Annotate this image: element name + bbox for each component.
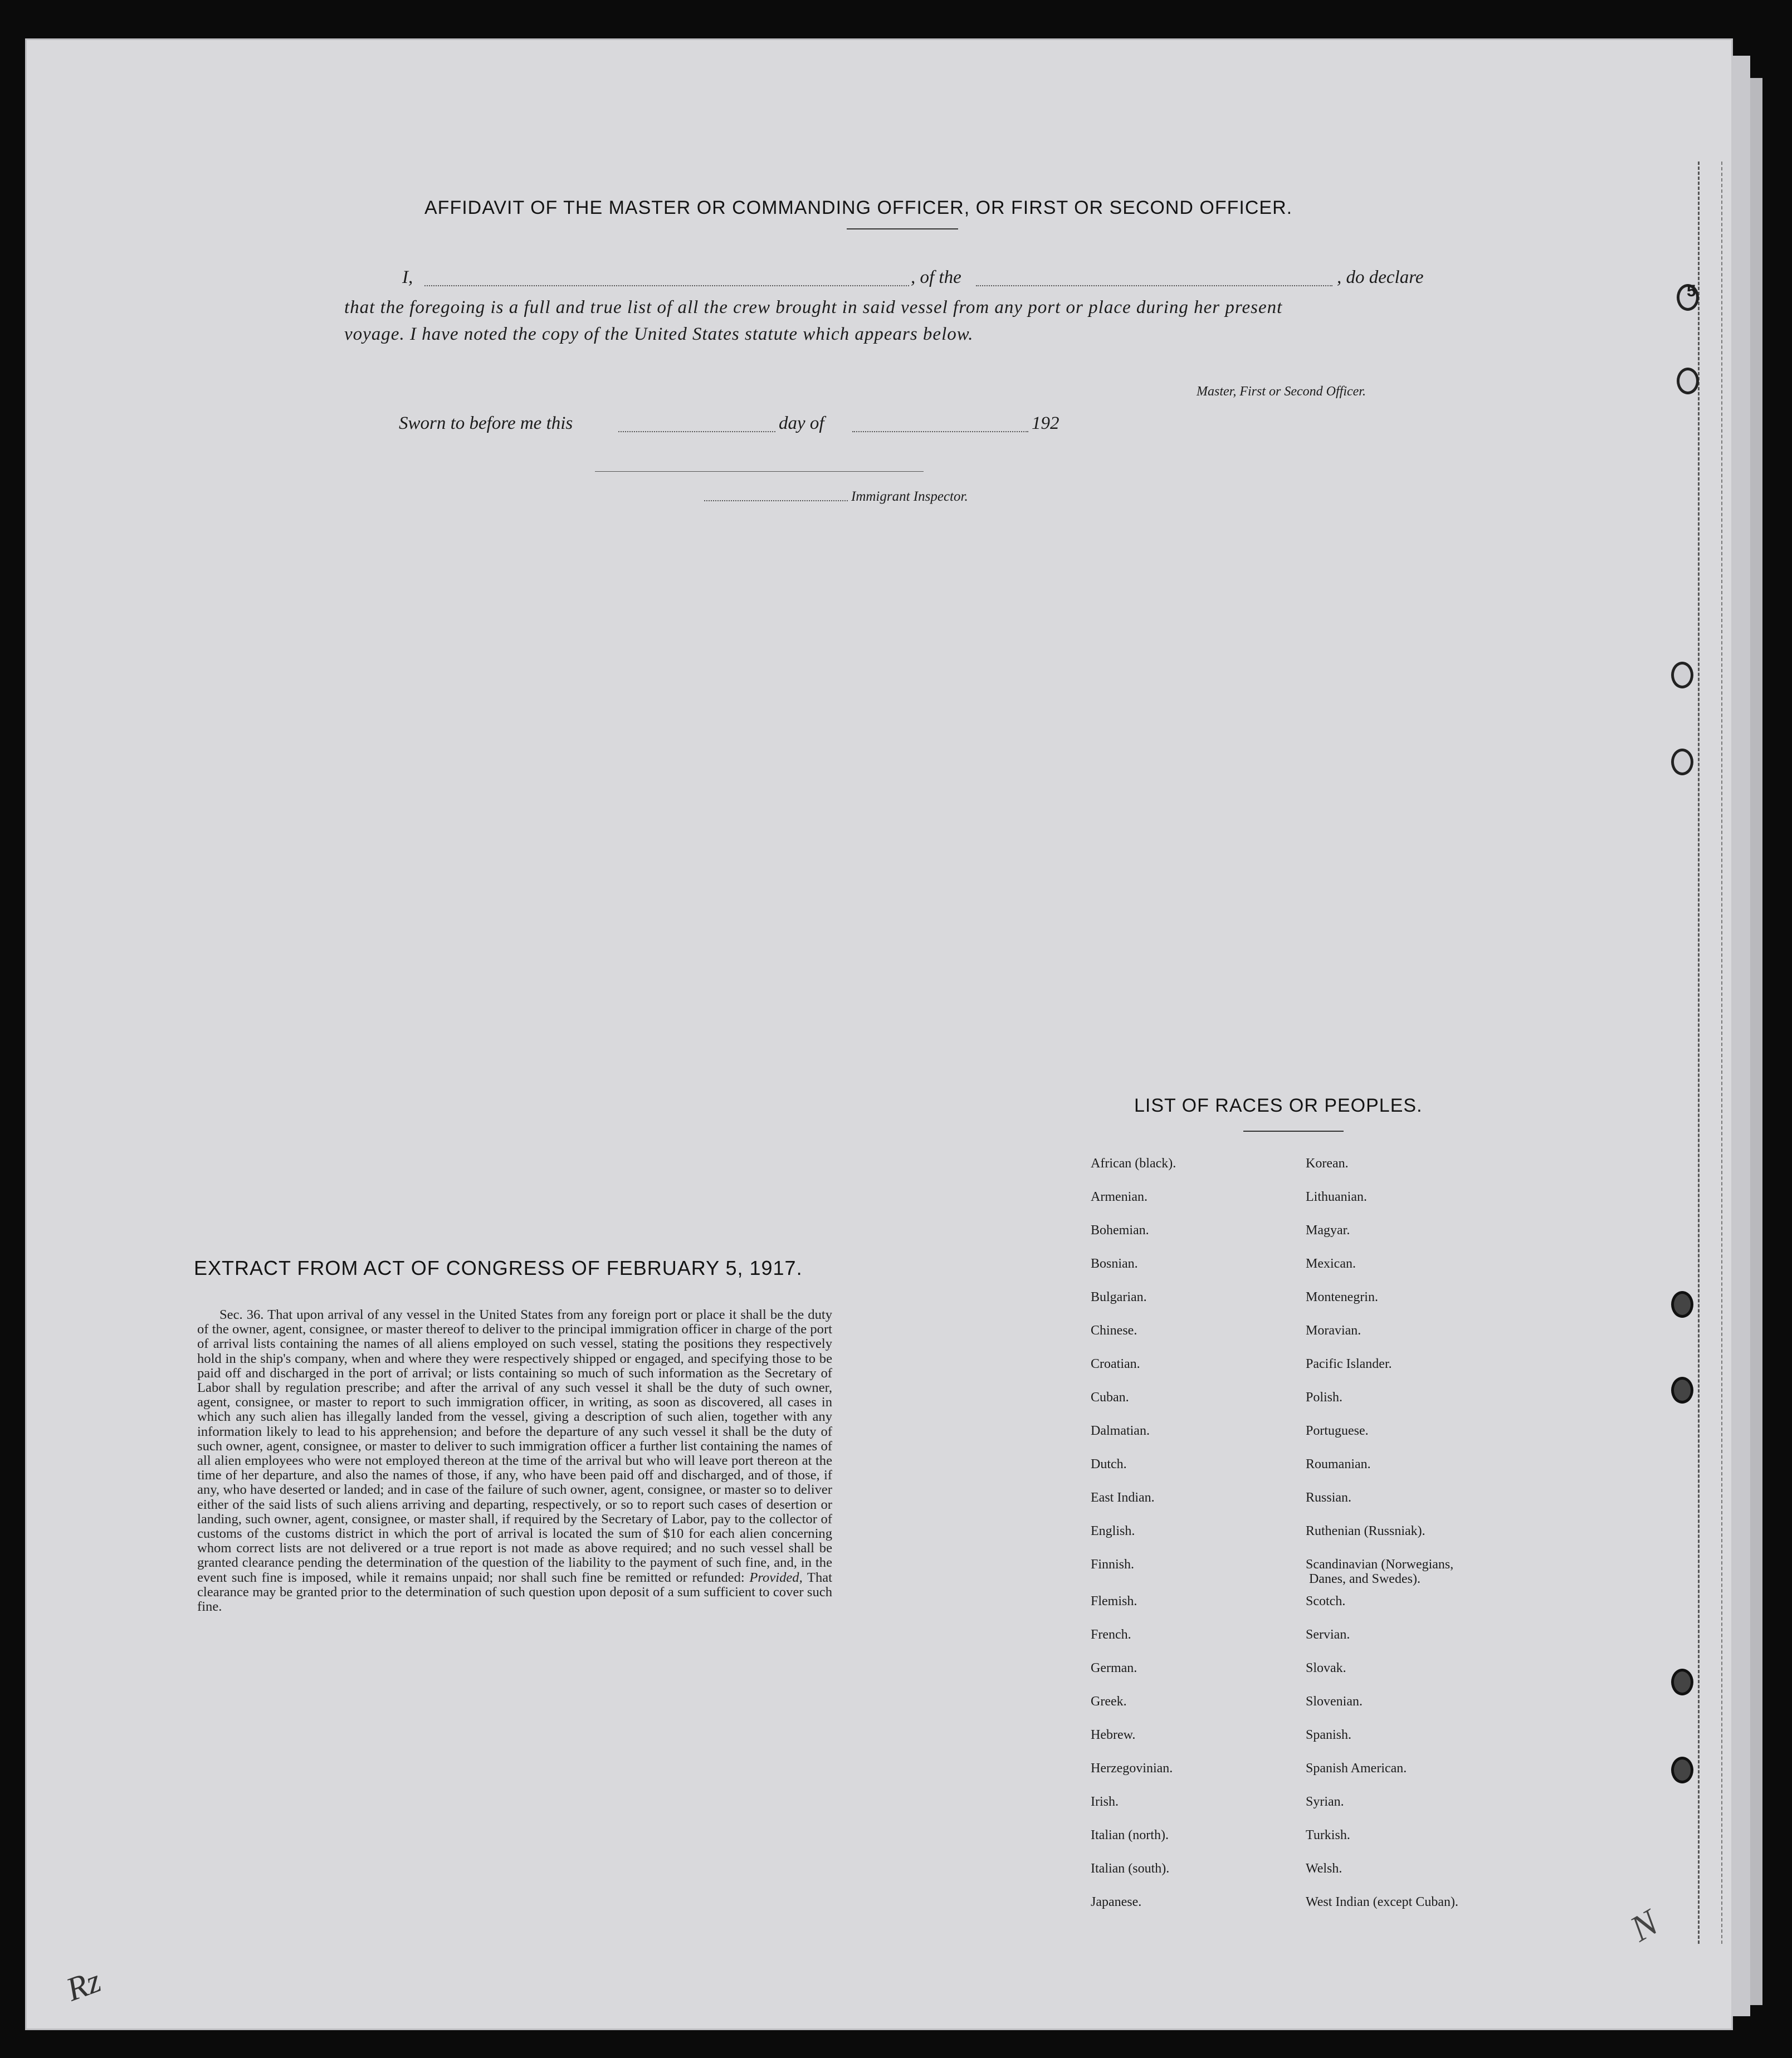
race-row xyxy=(1091,1190,1592,1223)
race-row xyxy=(1091,1424,1592,1457)
race-item: Turkish. xyxy=(1306,1828,1350,1842)
race-row xyxy=(1091,1661,1592,1694)
races-list xyxy=(1091,1156,1592,1928)
race-row xyxy=(1091,1257,1592,1290)
inspector-label: Immigrant Inspector. xyxy=(851,489,968,504)
race-row xyxy=(1091,1323,1592,1357)
extract-body xyxy=(197,1308,832,1614)
race-item: Cuban. xyxy=(1091,1390,1129,1405)
race-item: Roumanian. xyxy=(1306,1457,1371,1472)
race-row xyxy=(1091,1861,1592,1895)
race-item: Italian (north). xyxy=(1091,1828,1169,1842)
binding-hole xyxy=(1671,749,1693,775)
race-item: Scandinavian (Norwegians, Danes, and Swedes). xyxy=(1306,1557,1454,1586)
vessel-blank xyxy=(976,285,1332,286)
race-item: Russian. xyxy=(1306,1490,1352,1505)
handwritten-mark: N xyxy=(1623,1901,1666,1950)
race-row xyxy=(1091,1156,1592,1190)
race-item: German. xyxy=(1091,1661,1137,1675)
race-item: Spanish American. xyxy=(1306,1761,1407,1776)
race-item: Servian. xyxy=(1306,1627,1350,1642)
race-row xyxy=(1091,1457,1592,1490)
race-row xyxy=(1091,1357,1592,1390)
sworn-month-blank xyxy=(852,431,1028,432)
race-row xyxy=(1091,1223,1592,1257)
sworn-day-blank xyxy=(618,431,775,432)
race-item: Flemish. xyxy=(1091,1594,1137,1609)
binding-hole xyxy=(1671,662,1693,688)
page-edge xyxy=(1731,56,1750,2016)
binding-hole xyxy=(1671,1669,1693,1695)
race-item: Hebrew. xyxy=(1091,1728,1136,1742)
affidavit-declare: , do declare xyxy=(1337,267,1424,287)
race-item: Pacific Islander. xyxy=(1306,1357,1392,1371)
sworn-year: 192 xyxy=(1032,413,1059,433)
page-number: 5 xyxy=(1687,282,1696,300)
race-row xyxy=(1091,1390,1592,1424)
race-item: Scotch. xyxy=(1306,1594,1346,1609)
affidavit-line-3: voyage. I have noted the copy of the United States statute which appears below. xyxy=(344,324,974,344)
race-item: Slovenian. xyxy=(1306,1694,1363,1709)
sworn-day-of: day of xyxy=(779,413,824,433)
extract-title: EXTRACT FROM ACT OF CONGRESS OF FEBRUARY 5, 1917. xyxy=(194,1257,803,1279)
race-row xyxy=(1091,1795,1592,1828)
race-item: Bulgarian. xyxy=(1091,1290,1147,1304)
race-item: Welsh. xyxy=(1306,1861,1342,1876)
binding-hole xyxy=(1677,368,1699,394)
race-item: Moravian. xyxy=(1306,1323,1361,1338)
race-row xyxy=(1091,1290,1592,1323)
extract-provided: Provided, xyxy=(749,1570,803,1585)
affidavit-i: I, xyxy=(402,267,413,287)
race-item: Ruthenian (Russniak). xyxy=(1306,1524,1425,1538)
race-item: Korean. xyxy=(1306,1156,1349,1171)
inspector-signature-line xyxy=(595,471,924,472)
inspector-blank xyxy=(704,500,848,501)
affidavit-line-2: that the foregoing is a full and true list of all the crew brought in said vessel from any port or place during her present xyxy=(344,297,1283,317)
extract-body-end: That clearance may be granted prior to the determination of such question upon deposit of a sum sufficient to cover such fine. xyxy=(197,1570,832,1615)
page-edge xyxy=(1750,78,1762,2005)
race-row xyxy=(1091,1828,1592,1861)
race-row xyxy=(1091,1761,1592,1795)
race-item: Dutch. xyxy=(1091,1457,1127,1472)
race-item: Croatian. xyxy=(1091,1357,1140,1371)
binding-hole xyxy=(1671,1291,1693,1318)
race-row xyxy=(1091,1694,1592,1728)
race-item: Herzegovinian. xyxy=(1091,1761,1173,1776)
race-item: Finnish. xyxy=(1091,1557,1135,1572)
handwritten-mark: Rz xyxy=(61,1962,106,2008)
race-item: Lithuanian. xyxy=(1306,1190,1367,1204)
race-item: Dalmatian. xyxy=(1091,1424,1150,1438)
race-item: Spanish. xyxy=(1306,1728,1352,1742)
race-item: Mexican. xyxy=(1306,1257,1356,1271)
affidavit-of-the: , of the xyxy=(911,267,961,287)
race-item: French. xyxy=(1091,1627,1131,1642)
binding-hole xyxy=(1671,1377,1693,1404)
race-item: Greek. xyxy=(1091,1694,1127,1709)
race-item: Portuguese. xyxy=(1306,1424,1369,1438)
binding-hole xyxy=(1671,1757,1693,1783)
extract-body-main: Sec. 36. That upon arrival of any vessel in the United States from any foreign port or place it shall be the duty of the owner, agent, consignee, or master thereof to deliver to the principal immigration officer in charge of the port of arrival lists containing the names of all aliens employed on such vessel, stating the positions they respectively hold in the ship's company, when and where they were respectively shipped or engaged, and specifying those to be paid off and discharged in the port of arrival; or lists containing so much of such information as the Secretary of Labor shall by regulation prescribe; and after the arrival of any such vessel it shall be the duty of such owner, agent, consignee, or master to report to such immigration officer, in writing, as soon as discovered, all cases in which any such alien has illegally landed from the vessel, giving a description of such alien, together with any information likely to lead to his apprehension; and before the departure of any such vessel it shall be the duty of such owner, agent, consignee, or master to deliver to such immigration officer a further list containing the names of all alien employees who were not employed thereon at the time of the arrival but who will leave port thereon at the time of her departure, and also the names of those, if any, who have been paid off and discharged, and of those, if any, who have deserted or landed; and in case of the failure of such owner, agent, consignee, or master so to deliver either of the said lists of such aliens arriving and departing, respectively, or so to report such cases of desertion or landing, such owner, agent, consignee, or master shall, if required by the Secretary of Labor, pay to the collector of customs of the customs district in which the port of arrival is located the sum of $10 for each alien concerning whom correct lists are not delivered or a true report is not made as above required; and no such vessel shall be granted clearance pending the determination of the question of the liability to the payment of such fine, and, in the event such fine is imposed, while it remains unpaid; nor shall such fine be remitted or refunded: xyxy=(197,1307,832,1585)
race-row xyxy=(1091,1895,1592,1928)
race-item: Slovak. xyxy=(1306,1661,1346,1675)
race-item: Polish. xyxy=(1306,1390,1343,1405)
margin-rule xyxy=(1721,162,1723,1944)
race-item: Chinese. xyxy=(1091,1323,1137,1338)
race-item: Italian (south). xyxy=(1091,1861,1170,1876)
title-underline xyxy=(1243,1131,1344,1132)
race-row xyxy=(1091,1627,1592,1661)
race-item: African (black). xyxy=(1091,1156,1176,1171)
margin-rule xyxy=(1698,162,1701,1944)
race-item: Bohemian. xyxy=(1091,1223,1149,1238)
race-item: Irish. xyxy=(1091,1795,1119,1809)
race-item: West Indian (except Cuban). xyxy=(1306,1895,1458,1909)
race-row xyxy=(1091,1728,1592,1761)
races-title: LIST OF RACES OR PEOPLES. xyxy=(1134,1095,1423,1116)
race-item: Magyar. xyxy=(1306,1223,1350,1238)
race-row xyxy=(1091,1557,1592,1594)
race-item: Japanese. xyxy=(1091,1895,1142,1909)
race-row xyxy=(1091,1490,1592,1524)
title-underline xyxy=(847,228,958,229)
race-item: Bosnian. xyxy=(1091,1257,1138,1271)
affidavit-title: AFFIDAVIT OF THE MASTER OR COMMANDING OFFICER, OR FIRST OR SECOND OFFICER. xyxy=(424,197,1293,218)
master-signature-label: Master, First or Second Officer. xyxy=(1197,384,1366,399)
race-item: Armenian. xyxy=(1091,1190,1148,1204)
race-item: East Indian. xyxy=(1091,1490,1155,1505)
race-row xyxy=(1091,1594,1592,1627)
race-item: Montenegrin. xyxy=(1306,1290,1378,1304)
race-item: Syrian. xyxy=(1306,1795,1344,1809)
race-item: English. xyxy=(1091,1524,1135,1538)
sworn-label: Sworn to before me this xyxy=(399,413,573,433)
name-blank xyxy=(424,285,909,286)
race-row xyxy=(1091,1524,1592,1557)
